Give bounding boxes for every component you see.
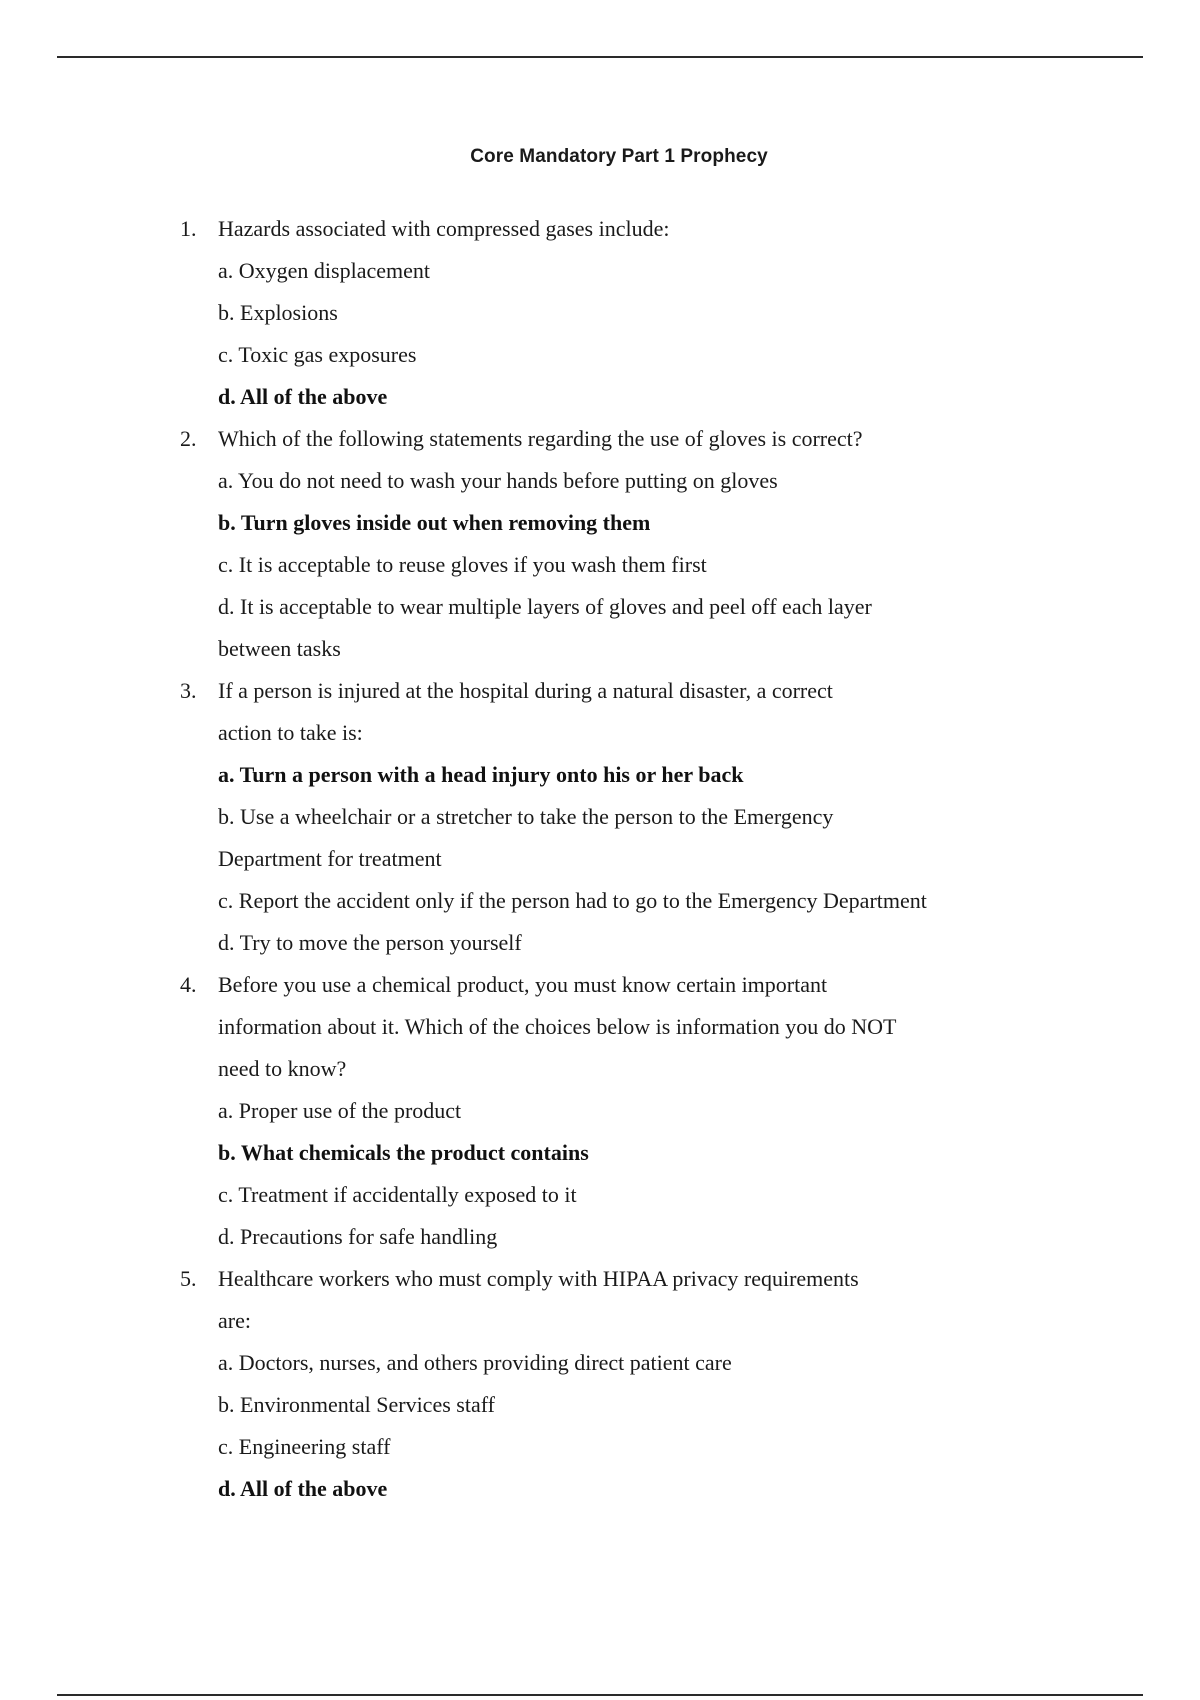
question-4 bbox=[0, 964, 1200, 1258]
question-text: Which of the following statements regarding the use of gloves is correct? bbox=[218, 426, 863, 451]
answer-option: between tasks bbox=[218, 636, 341, 661]
question-number: 3. bbox=[180, 678, 197, 703]
question-text: need to know? bbox=[218, 1056, 347, 1081]
answer-option: d. It is acceptable to wear multiple layers of gloves and peel off each layer bbox=[218, 594, 872, 619]
bottom-rule bbox=[57, 1694, 1143, 1696]
answer-option: b. Use a wheelchair or a stretcher to take the person to the Emergency bbox=[218, 804, 834, 829]
answer-option-correct: a. Turn a person with a head injury onto his or her back bbox=[218, 762, 744, 787]
answer-option: Department for treatment bbox=[218, 846, 442, 871]
question-text-line bbox=[0, 1300, 1200, 1342]
document-title: Core Mandatory Part 1 Prophecy bbox=[470, 146, 768, 167]
question-text: are: bbox=[218, 1308, 251, 1333]
question-text: If a person is injured at the hospital during a natural disaster, a correct bbox=[218, 678, 833, 703]
question-number: 2. bbox=[180, 426, 197, 451]
question-text-line bbox=[0, 208, 1200, 250]
question-number: 5. bbox=[180, 1266, 197, 1291]
question-text: information about it. Which of the choices below is information you do NOT bbox=[218, 1014, 897, 1039]
top-rule bbox=[57, 56, 1143, 58]
question-text: action to take is: bbox=[218, 720, 363, 745]
answer-option: a. Doctors, nurses, and others providing direct patient care bbox=[218, 1350, 732, 1375]
answer-option: c. Toxic gas exposures bbox=[218, 342, 417, 367]
question-text: Before you use a chemical product, you must know certain important bbox=[218, 972, 828, 997]
question-number: 1. bbox=[180, 216, 197, 241]
question-5 bbox=[0, 1258, 1200, 1510]
question-text-line bbox=[0, 712, 1200, 754]
answer-option: c. It is acceptable to reuse gloves if you wash them first bbox=[218, 552, 707, 577]
answer-option: a. Oxygen displacement bbox=[218, 258, 430, 283]
answer-option-correct: d. All of the above bbox=[218, 384, 388, 409]
answer-option: b. Environmental Services staff bbox=[218, 1392, 495, 1417]
question-text-line bbox=[0, 670, 1200, 712]
question-text-line bbox=[0, 964, 1200, 1006]
question-3 bbox=[0, 670, 1200, 964]
question-2 bbox=[0, 418, 1200, 670]
question-number: 4. bbox=[180, 972, 197, 997]
answer-option: d. Precautions for safe handling bbox=[218, 1224, 498, 1249]
question-text-line bbox=[0, 418, 1200, 460]
question-list bbox=[0, 208, 1200, 1510]
question-text: Healthcare workers who must comply with HIPAA privacy requirements bbox=[218, 1266, 859, 1291]
answer-option-correct: b. What chemicals the product contains bbox=[218, 1140, 589, 1165]
question-text-line bbox=[0, 1258, 1200, 1300]
answer-option: c. Treatment if accidentally exposed to it bbox=[218, 1182, 577, 1207]
answer-option: a. Proper use of the product bbox=[218, 1098, 462, 1123]
answer-option-correct: d. All of the above bbox=[218, 1476, 388, 1501]
answer-option-correct: b. Turn gloves inside out when removing them bbox=[218, 510, 651, 535]
question-text: Hazards associated with compressed gases include: bbox=[218, 216, 670, 241]
answer-option: a. You do not need to wash your hands before putting on gloves bbox=[218, 468, 778, 493]
answer-option: b. Explosions bbox=[218, 300, 338, 325]
question-text-line bbox=[0, 1048, 1200, 1090]
answer-option: d. Try to move the person yourself bbox=[218, 930, 522, 955]
answer-option: c. Report the accident only if the person had to go to the Emergency Department bbox=[218, 888, 927, 913]
question-1 bbox=[0, 208, 1200, 418]
question-text-line bbox=[0, 1006, 1200, 1048]
answer-option: c. Engineering staff bbox=[218, 1434, 391, 1459]
